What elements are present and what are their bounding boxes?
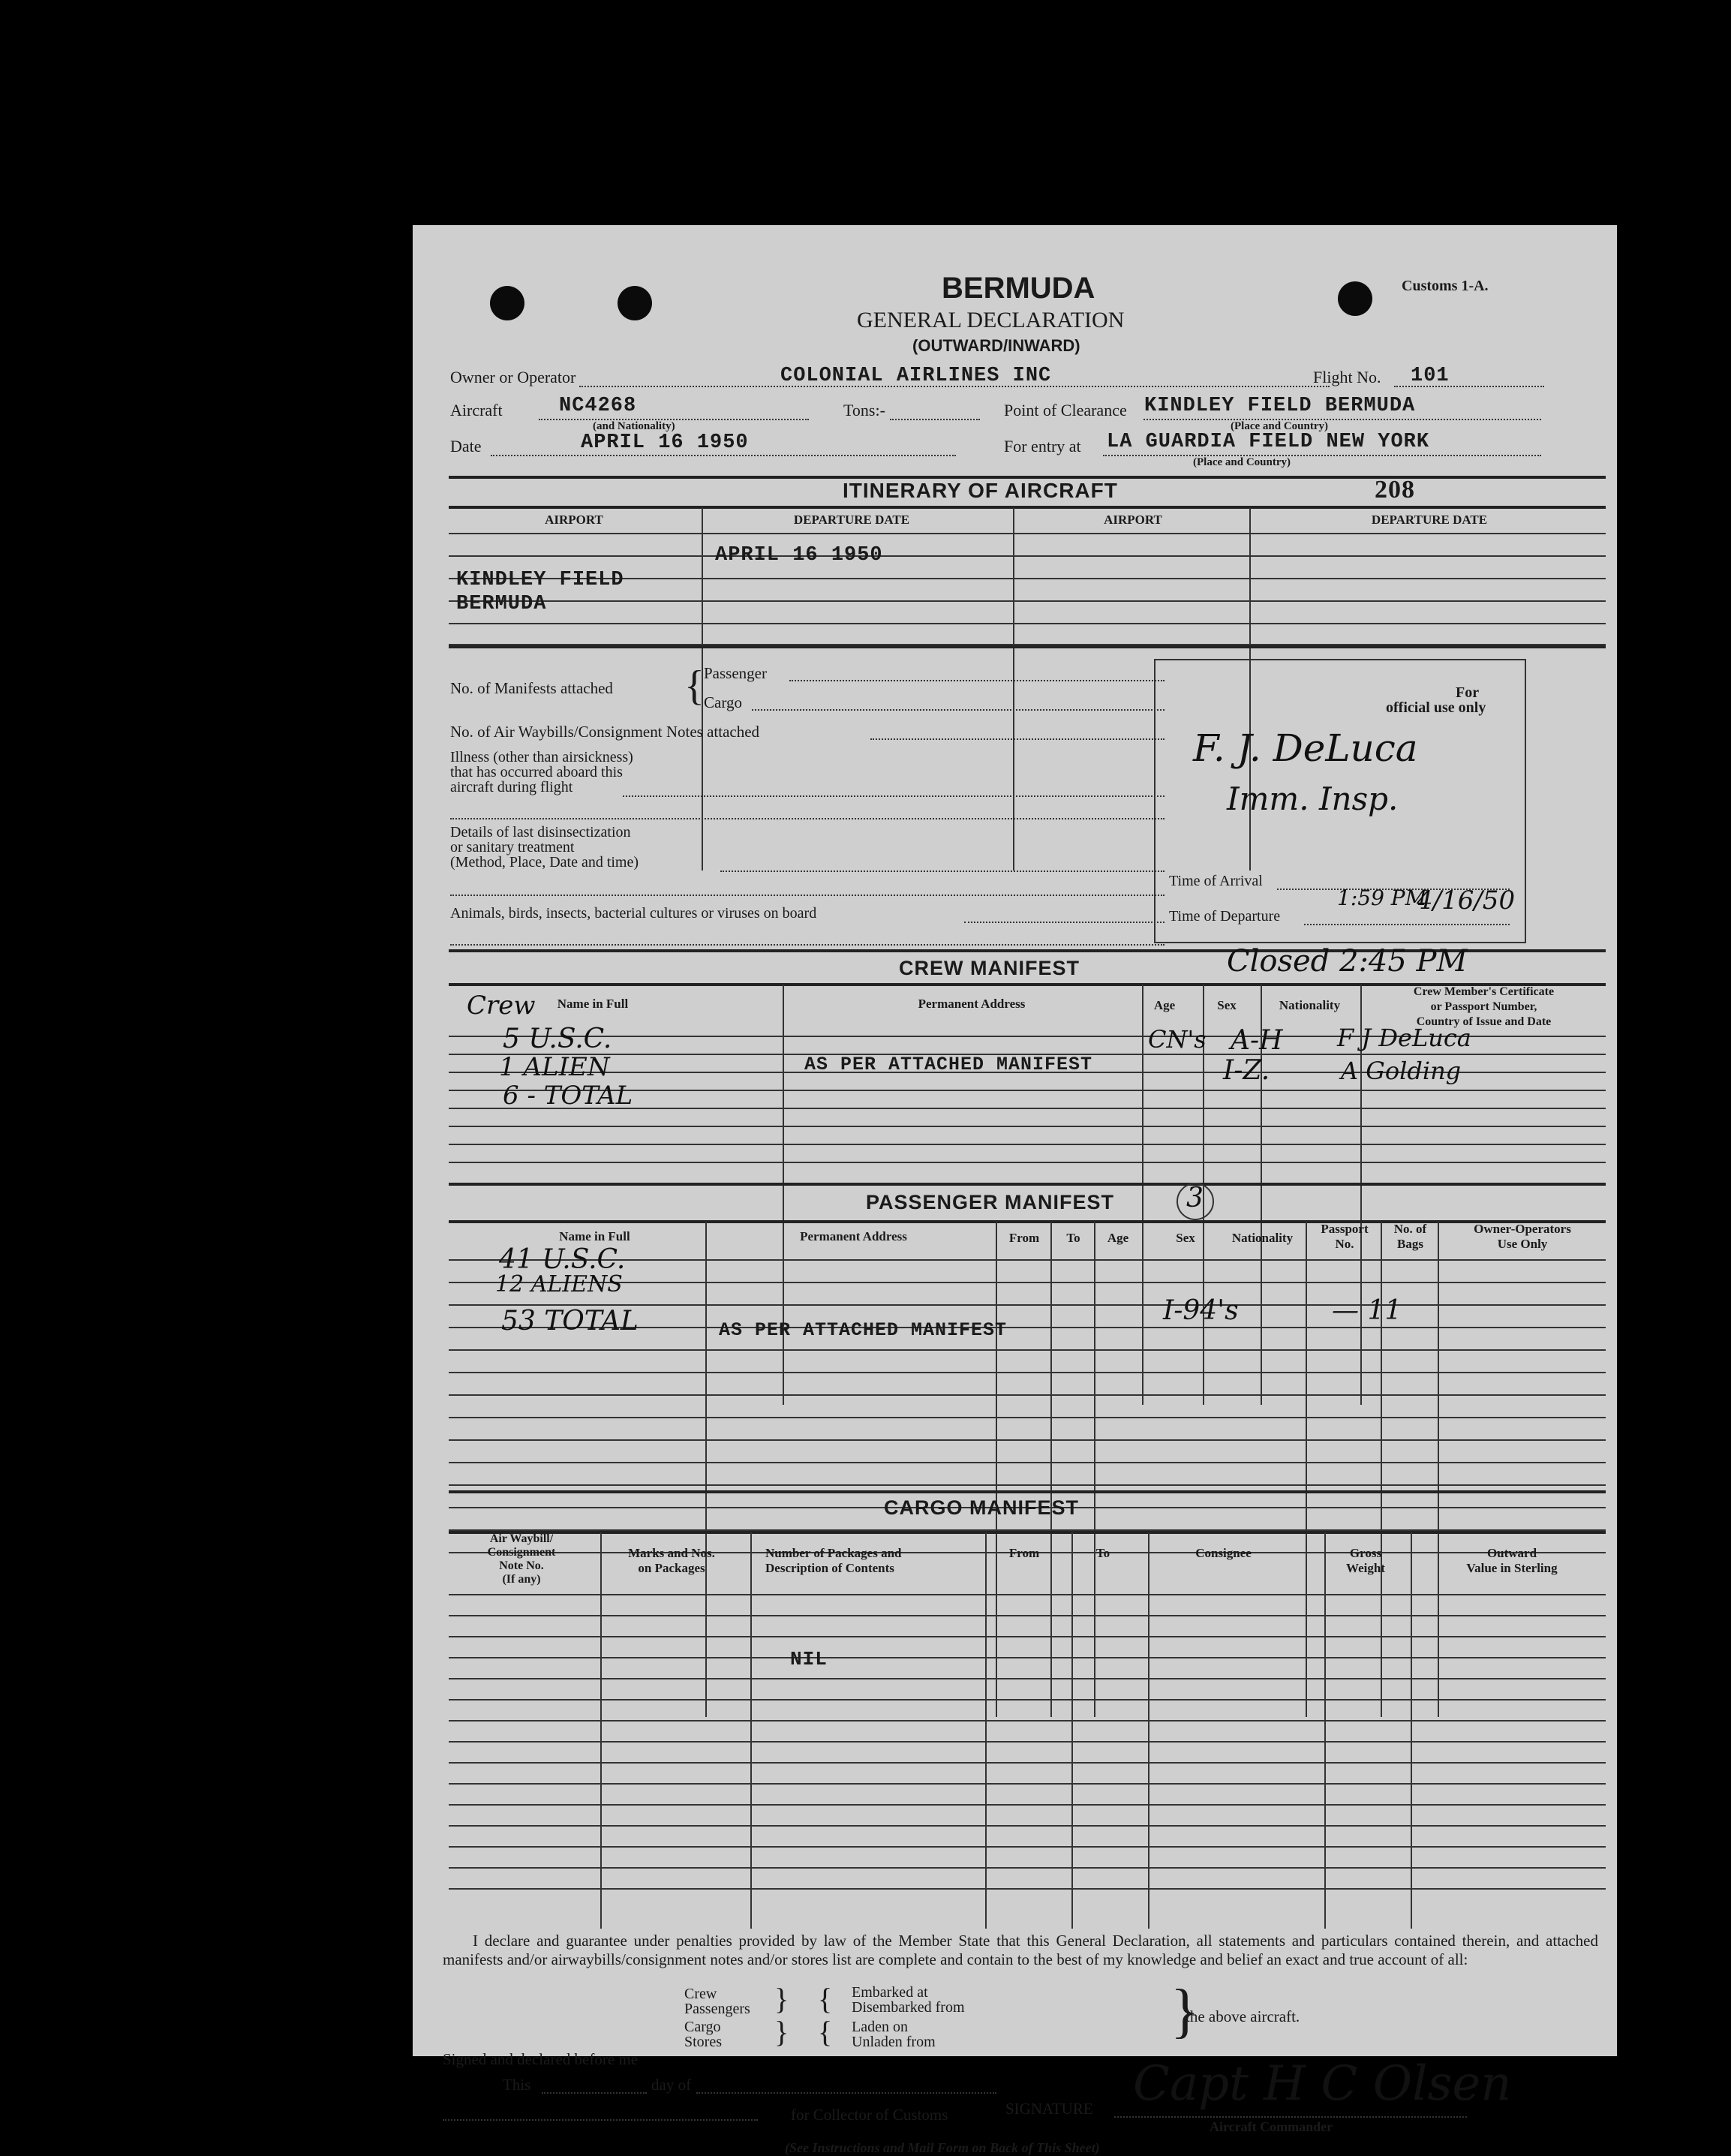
declaration-brace-2: } — [774, 2015, 789, 2049]
departure-date-value: 4/16/50 — [1417, 886, 1516, 916]
itinerary-airport-line1: KINDLEY FIELD — [456, 569, 624, 591]
cargo-row-15 — [449, 1888, 1606, 1890]
passenger-col-address: Permanent Address — [800, 1229, 907, 1243]
itinerary-col-airport-2: AIRPORT — [1104, 513, 1162, 527]
illness-line-a — [623, 795, 1165, 797]
declaration-brace-4: { — [818, 2015, 833, 2049]
form-title: BERMUDA — [942, 272, 1095, 305]
crew-sex-1: A-H — [1231, 1025, 1283, 1056]
cargo-row-7 — [449, 1720, 1606, 1721]
departure-time-line — [1304, 924, 1510, 925]
aircraft-value: NC4268 — [559, 395, 637, 417]
manifest-cargo-label: Cargo — [704, 693, 742, 711]
passenger-sex-value: I-94's — [1163, 1295, 1239, 1326]
passenger-circled-number: 3 — [1186, 1183, 1204, 1213]
passenger-row-11 — [449, 1484, 1606, 1486]
declaration-above-aircraft: the above aircraft. — [1186, 2007, 1300, 2025]
crew-sex-2: I-Z. — [1223, 1055, 1270, 1086]
manifests-label: No. of Manifests attached — [450, 679, 613, 697]
owner-value: COLONIAL AIRLINES INC — [780, 365, 1052, 387]
cargo-row-5 — [449, 1678, 1606, 1679]
cargo-divider-2 — [750, 1532, 752, 1929]
clearance-value: KINDLEY FIELD BERMUDA — [1144, 395, 1416, 417]
signature-label: SIGNATURE — [1005, 2100, 1093, 2118]
cargo-row-4 — [449, 1657, 1606, 1658]
cargo-col-number-2: Description of Contents — [765, 1561, 894, 1575]
cargo-row-14 — [449, 1867, 1606, 1869]
disinsect-line3: (Method, Place, Date and time) — [450, 854, 639, 871]
entry-value: LA GUARDIA FIELD NEW YORK — [1107, 431, 1430, 453]
passenger-row-7 — [449, 1394, 1606, 1396]
date-line — [491, 455, 956, 456]
cargo-col-marks-1: Marks and Nos. — [628, 1546, 715, 1560]
crew-col-nationality: Nationality — [1279, 998, 1341, 1012]
disinsect-line2: or sanitary treatment — [450, 839, 575, 855]
date-label: Date — [450, 437, 482, 456]
entry-note: (Place and Country) — [1193, 456, 1291, 468]
itinerary-header-rule — [449, 506, 1606, 509]
commander-signature: Capt H C Olsen — [1133, 2056, 1512, 2112]
cargo-divider-3 — [985, 1532, 987, 1929]
itinerary-col-airport-1: AIRPORT — [545, 513, 603, 527]
arrival-label: Time of Arrival — [1169, 873, 1263, 889]
passenger-col-to: To — [1066, 1231, 1080, 1245]
form-sub-subtitle: (OUTWARD/INWARD) — [912, 336, 1080, 355]
this-label: This — [503, 2076, 531, 2094]
declaration-laden: Laden on — [852, 2019, 908, 2035]
official-signature-line2: Imm. Insp. — [1227, 780, 1399, 817]
illness-line-b — [450, 818, 1165, 819]
crew-row-6 — [449, 1126, 1606, 1127]
crew-col-cert-3: Country of Issue and Date — [1416, 1015, 1552, 1028]
declaration-brace-1: } — [774, 1982, 789, 2016]
declaration-text: I declare and guarantee under penalties provided by law of the Member State that this General Declaration, all statements and particulars contained therein, and attached manifests and/or airwaybills/consignment notes and/or stores list are complete and contain to the best of my knowledge and belief an exact and true account of all: — [443, 1932, 1598, 1968]
waybills-label: No. of Air Waybills/Consignment Notes attached — [450, 723, 760, 741]
entry-line — [1103, 455, 1541, 456]
illness-line2: that has occurred aboard this — [450, 764, 623, 780]
passenger-divider-4 — [1094, 1222, 1095, 1717]
date-value: APRIL 16 1950 — [581, 432, 749, 454]
signed-label: Signed and declared before me — [443, 2050, 639, 2068]
declaration-passengers: Passengers — [684, 2001, 750, 2017]
cargo-col-waybill-4: (If any) — [502, 1573, 541, 1586]
itinerary-departure-value: APRIL 16 1950 — [715, 544, 883, 567]
itinerary-col-departure-1: DEPARTURE DATE — [793, 513, 910, 527]
crew-col-name: Name in Full — [557, 997, 629, 1011]
departure-time-value: 1:59 PM — [1337, 886, 1427, 910]
cargo-col-from: From — [1008, 1546, 1040, 1560]
passenger-name-1: 41 U.S.C. — [499, 1244, 626, 1275]
passenger-col-sex: Sex — [1176, 1231, 1195, 1245]
animals-line — [964, 922, 1165, 923]
cargo-row-6 — [449, 1699, 1606, 1700]
cargo-top-rule — [449, 1490, 1606, 1493]
punch-hole-right — [1338, 281, 1372, 316]
flight-no-label: Flight No. — [1313, 368, 1381, 386]
passenger-col-bags-2: Bags — [1397, 1237, 1423, 1251]
cargo-row-8 — [449, 1741, 1606, 1743]
itinerary-row-4 — [449, 600, 1606, 602]
official-for-label: For — [1456, 684, 1480, 701]
manifest-cargo-line — [752, 709, 1165, 711]
crew-divider-1 — [783, 985, 784, 1405]
crew-name-2: 1 ALIEN — [499, 1052, 610, 1082]
cargo-row-2 — [449, 1615, 1606, 1616]
punch-hole-middle — [618, 286, 652, 320]
itinerary-col-departure-2: DEPARTURE DATE — [1371, 513, 1488, 527]
crew-row-7 — [449, 1144, 1606, 1145]
passenger-col-age: Age — [1107, 1231, 1129, 1245]
crew-name-3: 6 - TOTAL — [503, 1081, 633, 1111]
cargo-divider-6 — [1324, 1532, 1326, 1929]
cargo-row-1 — [449, 1594, 1606, 1595]
declaration-stores: Stores — [684, 2034, 722, 2050]
passenger-top-rule — [449, 1183, 1606, 1186]
passenger-row-10 — [449, 1462, 1606, 1463]
cargo-col-marks-2: on Packages — [638, 1561, 705, 1575]
clearance-line — [1143, 419, 1541, 420]
crew-name-1: 5 U.S.C. — [503, 1024, 612, 1054]
clearance-note: (Place and Country) — [1231, 420, 1328, 432]
aircraft-note: (and Nationality) — [593, 420, 675, 432]
signature-line — [1114, 2116, 1467, 2118]
passenger-address-value: AS PER ATTACHED MANIFEST — [719, 1319, 1008, 1341]
cargo-col-number-1: Number of Packages and — [765, 1546, 902, 1560]
cargo-row-10 — [449, 1783, 1606, 1785]
itinerary-airport-line2: BERMUDA — [456, 593, 547, 615]
crew-col-sex: Sex — [1217, 998, 1237, 1012]
cargo-row-11 — [449, 1804, 1606, 1806]
clearance-label: Point of Clearance — [1004, 401, 1127, 419]
crew-title: CREW MANIFEST — [899, 957, 1080, 979]
itinerary-number: 208 — [1375, 476, 1415, 504]
day-of-label: day of — [651, 2076, 692, 2094]
crew-age-value: CN's — [1148, 1025, 1207, 1054]
footer-note: (See Instructions and Mail Form on Back of This Sheet) — [785, 2140, 1100, 2155]
passenger-col-name: Name in Full — [559, 1229, 630, 1243]
passenger-col-from: From — [1008, 1231, 1040, 1245]
declaration-unladen: Unladen from — [852, 2034, 936, 2050]
declaration-cargo: Cargo — [684, 2019, 721, 2035]
passenger-divider-1 — [705, 1222, 707, 1717]
passenger-name-3: 53 TOTAL — [501, 1306, 639, 1337]
passenger-bags-value: — 11 — [1332, 1295, 1402, 1326]
cargo-row-3 — [449, 1636, 1606, 1637]
passenger-divider-2 — [996, 1222, 997, 1717]
itinerary-row-1 — [449, 533, 1606, 534]
passenger-col-passport-1: Passport — [1321, 1222, 1369, 1236]
cargo-divider-4 — [1071, 1532, 1073, 1929]
cargo-col-outward-2: Value in Sterling — [1466, 1561, 1558, 1575]
commander-label: Aircraft Commander — [1210, 2119, 1333, 2134]
cargo-col-waybill-1: Air Waybill/ — [489, 1532, 554, 1545]
crew-address-value: AS PER ATTACHED MANIFEST — [804, 1054, 1093, 1075]
this-line — [542, 2092, 647, 2094]
manifests-brace: { — [684, 663, 705, 709]
cargo-divider-1 — [600, 1532, 602, 1929]
entry-label: For entry at — [1004, 437, 1081, 456]
day-of-line — [696, 2092, 996, 2094]
declaration-brace-3: { — [818, 1982, 833, 2016]
animals-label: Animals, birds, insects, bacterial cultures or viruses on board — [450, 905, 817, 922]
cargo-header-rule — [449, 1531, 1606, 1534]
cargo-row-12 — [449, 1825, 1606, 1827]
crew-col-address: Permanent Address — [918, 997, 1026, 1011]
form-subtitle: GENERAL DECLARATION — [857, 308, 1125, 332]
cargo-row-13 — [449, 1846, 1606, 1848]
cargo-col-gross-2: Weight — [1346, 1561, 1385, 1575]
cargo-title: CARGO MANIFEST — [884, 1496, 1079, 1519]
passenger-row-5 — [449, 1349, 1606, 1351]
itinerary-title: ITINERARY OF AIRCRAFT — [843, 479, 1118, 502]
cargo-col-waybill-3: Note No. — [499, 1559, 544, 1572]
crew-cert-2: A Golding — [1341, 1057, 1462, 1085]
illness-line3: aircraft during flight — [450, 779, 573, 795]
crew-divider-2 — [1142, 985, 1143, 1405]
passenger-divider-5 — [1306, 1222, 1307, 1717]
punch-hole-left — [490, 286, 524, 320]
passenger-name-2: 12 ALIENS — [495, 1271, 623, 1298]
cargo-col-gross-1: Gross — [1349, 1546, 1382, 1560]
disinsect-line-b — [450, 895, 1165, 896]
cargo-row-9 — [449, 1762, 1606, 1764]
tons-line — [890, 419, 980, 420]
flight-no-value: 101 — [1411, 365, 1450, 387]
official-use-label: official use only — [1386, 699, 1486, 716]
declaration-embarked: Embarked at — [852, 1984, 928, 2001]
itinerary-divider-2 — [1013, 507, 1014, 871]
passenger-divider-3 — [1050, 1222, 1052, 1717]
cargo-divider-7 — [1411, 1532, 1412, 1929]
manifest-passenger-label: Passenger — [704, 664, 767, 682]
official-signature-line1: F. J. DeLuca — [1193, 726, 1418, 770]
passenger-col-nationality: Nationality — [1231, 1231, 1294, 1245]
aircraft-label: Aircraft — [450, 401, 503, 419]
form-number: Customs 1-A. — [1402, 278, 1489, 294]
collector-line — [443, 2119, 758, 2121]
declaration-bracket: } — [1171, 1978, 1200, 2044]
animals-line-b — [450, 944, 1165, 946]
passenger-row-9 — [449, 1439, 1606, 1441]
passenger-col-owner-1: Owner-Operators — [1474, 1222, 1571, 1236]
collector-label: for Collector of Customs — [791, 2106, 948, 2124]
manifest-passenger-line — [789, 680, 1165, 681]
passenger-col-passport-2: No. — [1335, 1237, 1354, 1251]
crew-cert-1: F J DeLuca — [1337, 1024, 1471, 1052]
crew-col-cert-2: or Passport Number, — [1430, 1000, 1537, 1013]
passenger-col-owner-2: Use Only — [1497, 1237, 1548, 1251]
owner-label: Owner or Operator — [450, 368, 576, 386]
passenger-col-bags-1: No. of — [1393, 1222, 1427, 1236]
declaration-disembarked: Disembarked from — [852, 1999, 965, 2016]
itinerary-bottom-rule — [449, 645, 1606, 648]
cargo-col-consignee: Consignee — [1195, 1546, 1252, 1560]
disinsect-line-a — [720, 871, 1165, 872]
crew-col-cert-1: Crew Member's Certificate — [1413, 985, 1555, 998]
passenger-row-8 — [449, 1417, 1606, 1418]
waybills-line — [870, 738, 1165, 740]
crew-col-age: Age — [1153, 998, 1176, 1012]
cargo-col-to: To — [1095, 1546, 1110, 1560]
cargo-col-waybill-2: Consignment — [487, 1546, 556, 1559]
departure-time-label: Time of Departure — [1169, 908, 1281, 925]
cargo-contents-value: NIL — [790, 1648, 828, 1670]
passenger-divider-7 — [1438, 1222, 1439, 1717]
illness-line1: Illness (other than airsickness) — [450, 749, 633, 765]
passenger-row-6 — [449, 1372, 1606, 1373]
declaration-sheet — [413, 225, 1617, 2155]
cargo-divider-5 — [1148, 1532, 1149, 1929]
itinerary-row-2 — [449, 555, 1606, 557]
passenger-title: PASSENGER MANIFEST — [866, 1191, 1115, 1213]
declaration-crew: Crew — [684, 1986, 717, 2002]
crew-closed-note: Closed 2:45 PM — [1227, 944, 1468, 979]
crew-row-8 — [449, 1162, 1606, 1163]
tons-label: Tons:- — [843, 401, 885, 419]
itinerary-row-5 — [449, 623, 1606, 624]
cargo-col-outward-1: Outward — [1486, 1546, 1537, 1560]
disinsect-line1: Details of last disinsectization — [450, 824, 631, 840]
crew-col-name-hand: Crew — [467, 991, 536, 1021]
